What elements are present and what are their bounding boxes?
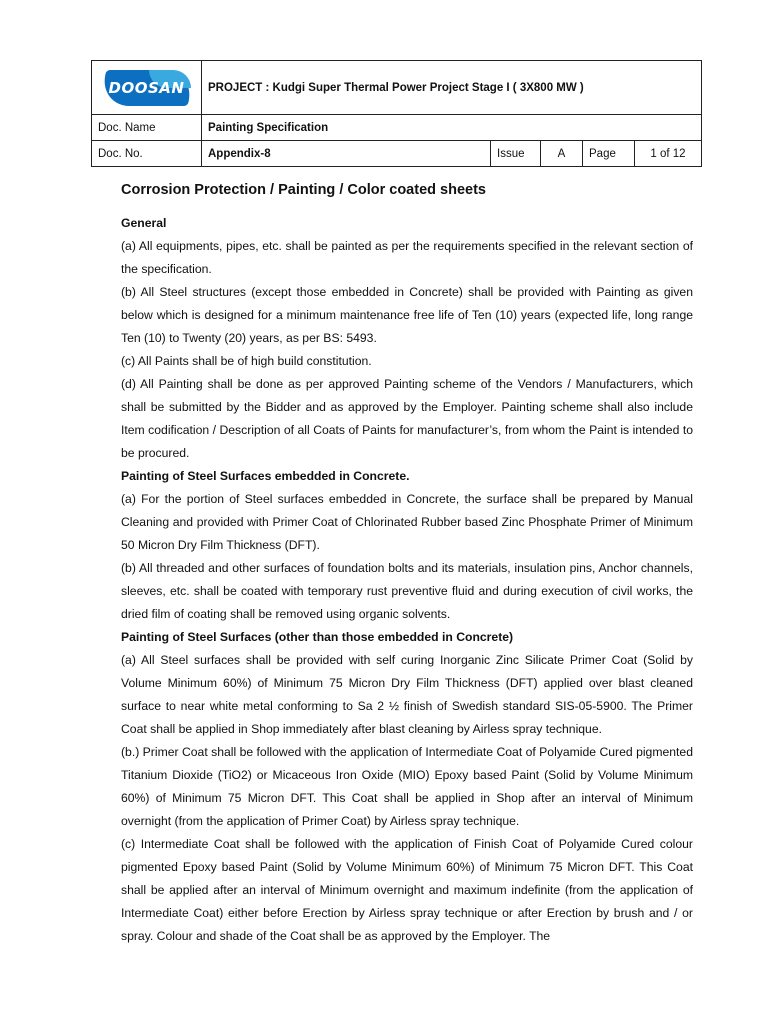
general-para-c: (c) All Paints shall be of high build constitution. [121,354,372,368]
embedded-para-a: (a) For the portion of Steel surfaces embedded in Concrete, the surface shall be prepared by Manual Cleaning and provided with Primer Coat of Chlorinated Rubber based Zinc Phosphate Primer of Minimum 50 Micron Dry Film Thickness (DFT). [121,492,693,552]
doc-no-value: Appendix-8 [202,141,491,167]
doc-no-label: Doc. No. [92,141,202,167]
other-para-b: (b.) Primer Coat shall be followed with the application of Intermediate Coat of Polyamide Cured pigmented Titanium Dioxide (TiO2) or Micaceous Iron Oxide (MIO) Epoxy based Paint (Solid by Volume Minimum 60%) of Minimum 75 Micron DFT. This Coat shall be applied in Shop after an interval of Minimum overnight (from the application of Primer Coat) by Airless spray technique. [121,745,693,828]
issue-value: A [541,141,583,167]
other-para-c: (c) Intermediate Coat shall be followed with the application of Finish Coat of Polyamide Cured colour pigmented Epoxy based Paint (Solid by Volume Minimum 60%) of Minimum 75 Micron DFT. This Coat shall be applied after an interval of Minimum overnight and maximum indefinite (from the application of Intermediate Coat) either before Erection by Airless spray technique or after Erection by brush and / or spray. Colour and shade of the Coat shall be as approved by the Employer. The [121,837,693,943]
general-heading: General [121,216,167,230]
page-label: Page [583,141,635,167]
document-body [121,178,693,948]
doc-name-value: Painting Specification [202,115,702,141]
document-header-table [91,60,702,167]
logo-cell [92,61,202,115]
other-para-a: (a) All Steel surfaces shall be provided with self curing Inorganic Zinc Silicate Primer Coat (Solid by Volume Minimum 60%) of Minimum 75 Micron Dry Film Thickness (DFT) applied over blast cleaned surface to near white metal conforming to Sa 2 ½ finish of Swedish standard SIS-05-5900. The Primer Coat shall be applied in Shop immediately after blast cleaning by Airless spray technique. [121,653,693,736]
general-para-a: (a) All equipments, pipes, etc. shall be painted as per the requirements specified in the relevant section of the specification. [121,239,693,276]
page-value: 1 of 12 [635,141,702,167]
general-para-b: (b) All Steel structures (except those embedded in Concrete) shall be provided with Painting as given below which is designed for a minimum maintenance free life of Ten (10) years (expected life, long range Ten (10) to Twenty (20) years, as per BS: 5493. [121,285,693,345]
general-para-d: (d) All Painting shall be done as per approved Painting scheme of the Vendors / Manufacturers, which shall be submitted by the Bidder and as approved by the Employer. Painting scheme shall also include Item codification / Description of all Coats of Paints for manufacturer’s, from whom the Paint is intended to be procured. [121,377,693,460]
doosan-logo [99,68,195,108]
logo-text: DOOSAN [108,78,185,97]
other-heading: Painting of Steel Surfaces (other than those embedded in Concrete) [121,630,514,644]
issue-label: Issue [491,141,541,167]
project-title: PROJECT : Kudgi Super Thermal Power Project Stage I ( 3X800 MW ) [202,61,702,115]
section-title: Corrosion Protection / Painting / Color coated sheets [121,182,486,198]
embedded-para-b: (b) All threaded and other surfaces of foundation bolts and its materials, insulation pins, Anchor channels, sleeves, etc. shall be coated with temporary rust preventive fluid and during execution of civil works, the dried film of coating shall be removed using organic solvents. [121,561,693,621]
embedded-heading: Painting of Steel Surfaces embedded in Concrete. [121,469,410,483]
doc-name-label: Doc. Name [92,115,202,141]
